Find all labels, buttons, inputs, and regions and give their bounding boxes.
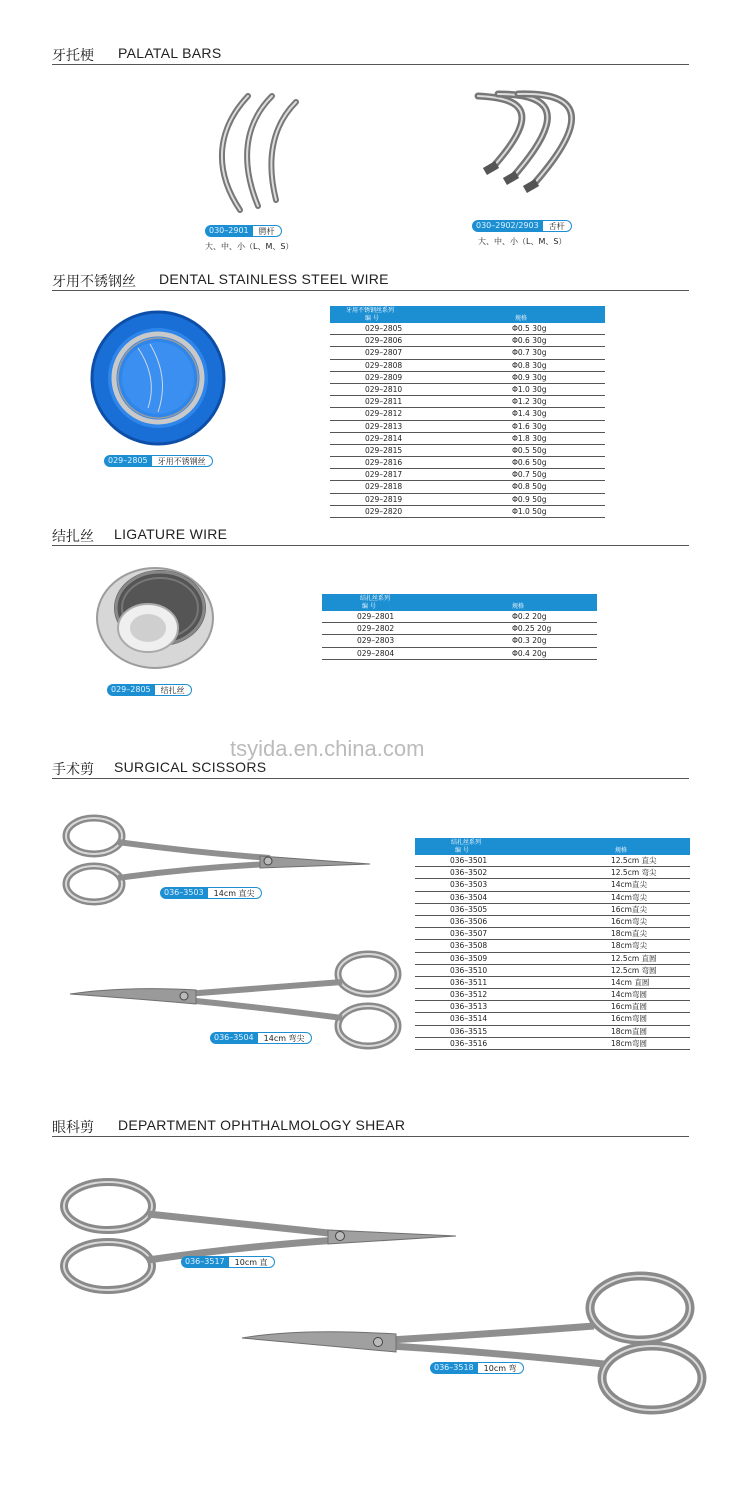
section-header-palatal-bars bbox=[52, 45, 689, 65]
product-name: 结扎丝 bbox=[155, 684, 192, 696]
item-code: 036–3504 bbox=[450, 892, 488, 902]
steel-wire-spool-image bbox=[88, 308, 228, 448]
product-name: 14cm 弯尖 bbox=[258, 1032, 312, 1044]
product-label-030-2901 bbox=[205, 225, 282, 237]
item-code: 036–3507 bbox=[450, 929, 488, 939]
item-spec: 14cm 直圆 bbox=[611, 977, 650, 987]
item-spec: Φ0.7 30g bbox=[512, 348, 547, 358]
table-row bbox=[415, 1038, 690, 1050]
table-row bbox=[330, 408, 605, 420]
table-row bbox=[330, 384, 605, 396]
section-title-cn: 手术剪 bbox=[52, 762, 94, 778]
item-code: 036–3501 bbox=[450, 856, 488, 865]
table-row bbox=[415, 892, 690, 904]
item-code: 036–3515 bbox=[450, 1026, 488, 1036]
item-spec: Φ1.2 30g bbox=[512, 397, 547, 407]
item-code: 029–2819 bbox=[365, 494, 403, 504]
lingual-bar-image bbox=[468, 88, 598, 198]
palatal-bar-image bbox=[200, 88, 310, 218]
item-spec: Φ0.9 30g bbox=[512, 372, 547, 382]
table-row bbox=[322, 648, 597, 660]
column-header-spec: 规格 bbox=[615, 847, 628, 854]
scissors-spec-table bbox=[415, 838, 690, 1050]
product-label-030-2902 bbox=[472, 220, 572, 232]
table-row bbox=[330, 335, 605, 347]
item-spec: 18cm直尖 bbox=[611, 929, 647, 939]
section-title-en: PALATAL BARS bbox=[118, 45, 222, 61]
section-header-surgical-scissors bbox=[52, 759, 689, 779]
curved-shear-image bbox=[240, 1268, 710, 1418]
item-code: 029–2803 bbox=[357, 636, 395, 646]
column-header-code: 编 号 bbox=[365, 315, 379, 322]
table-row bbox=[415, 953, 690, 965]
product-label-036-3518 bbox=[430, 1362, 524, 1374]
item-spec: 12.5cm 弯尖 bbox=[611, 868, 657, 878]
item-spec: Φ0.3 20g bbox=[512, 636, 547, 646]
item-spec: Φ0.5 30g bbox=[512, 324, 547, 333]
item-code: 029–2820 bbox=[365, 506, 403, 516]
item-spec: Φ1.8 30g bbox=[512, 433, 547, 443]
product-label-036-3504 bbox=[210, 1032, 312, 1044]
product-label-036-3503 bbox=[160, 887, 262, 899]
item-code: 029–2816 bbox=[365, 458, 403, 468]
table-row bbox=[415, 940, 690, 952]
product-label-029-2805 bbox=[104, 455, 213, 467]
table-row bbox=[415, 1013, 690, 1025]
product-name: 舌杆 bbox=[543, 220, 572, 232]
column-header-code: 编 号 bbox=[455, 847, 469, 854]
item-spec: 16cm直圆 bbox=[611, 1002, 647, 1012]
section-title-en: SURGICAL SCISSORS bbox=[114, 759, 267, 775]
item-code: 029–2814 bbox=[365, 433, 403, 443]
item-code: 029–2812 bbox=[365, 409, 403, 419]
item-code: 029–2801 bbox=[357, 612, 395, 621]
section-header-ophthalmology-shear bbox=[52, 1117, 689, 1137]
item-spec: Φ1.0 30g bbox=[512, 384, 547, 394]
table-row bbox=[330, 481, 605, 493]
product-name: 10cm 直 bbox=[229, 1256, 275, 1268]
table-row bbox=[330, 445, 605, 457]
table-header bbox=[322, 594, 597, 611]
section-title-cn: 结扎丝 bbox=[52, 529, 94, 545]
table-row bbox=[415, 904, 690, 916]
table-row bbox=[415, 879, 690, 891]
item-code: 036–3503 bbox=[450, 880, 488, 890]
item-code: 029–2811 bbox=[365, 397, 403, 407]
product-code: 029–2805 bbox=[107, 684, 155, 696]
column-header-code: 编 号 bbox=[362, 603, 376, 610]
item-code: 036–3511 bbox=[450, 977, 488, 987]
item-code: 029–2807 bbox=[365, 348, 403, 358]
section-header-steel-wire bbox=[52, 271, 689, 291]
item-code: 029–2809 bbox=[365, 372, 403, 382]
table-row bbox=[415, 855, 690, 867]
section-title-en: DEPARTMENT OPHTHALMOLOGY SHEAR bbox=[118, 1117, 406, 1133]
table-row bbox=[330, 372, 605, 384]
item-code: 029–2813 bbox=[365, 421, 403, 431]
section-title-en: LIGATURE WIRE bbox=[114, 526, 228, 542]
table-row bbox=[322, 623, 597, 635]
item-code: 029–2810 bbox=[365, 384, 403, 394]
table-header bbox=[415, 838, 690, 855]
product-code: 036–3517 bbox=[181, 1256, 229, 1268]
item-code: 029–2802 bbox=[357, 624, 395, 634]
item-code: 029–2808 bbox=[365, 360, 403, 370]
table-row bbox=[330, 323, 605, 335]
section-header-ligature-wire bbox=[52, 526, 689, 546]
item-code: 036–3502 bbox=[450, 868, 488, 878]
item-code: 036–3508 bbox=[450, 941, 488, 951]
item-spec: Φ0.9 50g bbox=[512, 494, 547, 504]
size-note: 大、中、小（L、M、S） bbox=[205, 242, 294, 251]
table-title: 结扎丝系列 bbox=[360, 595, 391, 602]
item-spec: 12.5cm 直圆 bbox=[611, 953, 657, 963]
product-code: 036–3503 bbox=[160, 887, 208, 899]
item-code: 036–3509 bbox=[450, 953, 488, 963]
column-header-spec: 规格 bbox=[512, 603, 525, 610]
product-code: 029–2805 bbox=[104, 455, 152, 467]
item-spec: 14cm直尖 bbox=[611, 880, 647, 890]
product-label-036-3517 bbox=[181, 1256, 275, 1268]
item-spec: Φ0.8 50g bbox=[512, 482, 547, 492]
watermark: tsyida.en.china.com bbox=[230, 736, 425, 761]
table-row bbox=[415, 1001, 690, 1013]
section-title-en: DENTAL STAINLESS STEEL WIRE bbox=[159, 271, 389, 287]
table-row bbox=[330, 421, 605, 433]
table-row bbox=[330, 396, 605, 408]
table-row bbox=[330, 494, 605, 506]
table-title: 结扎丝系列 bbox=[451, 839, 482, 846]
table-row bbox=[330, 506, 605, 518]
item-spec: Φ0.25 20g bbox=[512, 624, 552, 634]
item-spec: 16cm弯圆 bbox=[611, 1014, 647, 1024]
item-spec: Φ1.6 30g bbox=[512, 421, 547, 431]
section-title-cn: 眼科剪 bbox=[52, 1120, 94, 1136]
table-row bbox=[415, 916, 690, 928]
item-spec: Φ0.6 50g bbox=[512, 458, 547, 468]
item-code: 036–3510 bbox=[450, 965, 488, 975]
item-spec: Φ0.6 30g bbox=[512, 336, 547, 346]
item-code: 036–3512 bbox=[450, 990, 488, 1000]
item-spec: 12.5cm 弯圆 bbox=[611, 965, 657, 975]
table-row bbox=[330, 457, 605, 469]
item-spec: Φ1.4 30g bbox=[512, 409, 547, 419]
size-note: 大、中、小（L、M、S） bbox=[478, 237, 567, 246]
item-spec: Φ0.7 50g bbox=[512, 470, 547, 480]
item-spec: 14cm弯圆 bbox=[611, 990, 647, 1000]
item-spec: Φ0.8 30g bbox=[512, 360, 547, 370]
item-code: 029–2804 bbox=[357, 648, 395, 658]
table-row bbox=[415, 1026, 690, 1038]
table-row bbox=[415, 989, 690, 1001]
product-label-ligature bbox=[107, 684, 192, 696]
table-row bbox=[415, 928, 690, 940]
item-code: 029–2815 bbox=[365, 445, 403, 455]
item-spec: 16cm直尖 bbox=[611, 904, 647, 914]
item-code: 036–3506 bbox=[450, 916, 488, 926]
table-row bbox=[415, 867, 690, 879]
product-name: 14cm 直尖 bbox=[208, 887, 262, 899]
item-code: 036–3516 bbox=[450, 1038, 488, 1048]
item-code: 029–2806 bbox=[365, 336, 403, 346]
section-title-cn: 牙用不锈钢丝 bbox=[52, 274, 136, 290]
item-code: 036–3514 bbox=[450, 1014, 488, 1024]
item-spec: Φ0.5 50g bbox=[512, 445, 547, 455]
table-title: 牙用不锈钢丝系列 bbox=[346, 307, 395, 314]
table-row bbox=[322, 635, 597, 647]
item-spec: Φ1.0 50g bbox=[512, 506, 547, 516]
item-code: 036–3513 bbox=[450, 1002, 488, 1012]
item-spec: 18cm直圆 bbox=[611, 1026, 647, 1036]
item-spec: 12.5cm 直尖 bbox=[611, 856, 657, 865]
table-row bbox=[330, 360, 605, 372]
item-spec: 18cm弯圆 bbox=[611, 1038, 647, 1048]
product-code: 036–3504 bbox=[210, 1032, 258, 1044]
ligature-wire-spool-image bbox=[90, 560, 220, 675]
product-code: 030–2901 bbox=[205, 225, 253, 237]
steel-wire-spec-table bbox=[330, 306, 605, 518]
item-spec: Φ0.2 20g bbox=[512, 612, 547, 621]
ligature-spec-table bbox=[322, 594, 597, 660]
table-row bbox=[330, 347, 605, 359]
item-code: 029–2818 bbox=[365, 482, 403, 492]
item-code: 029–2805 bbox=[365, 324, 403, 333]
product-name: 腭杆 bbox=[253, 225, 282, 237]
table-row bbox=[330, 469, 605, 481]
table-row bbox=[322, 611, 597, 623]
item-spec: 18cm弯尖 bbox=[611, 941, 647, 951]
item-spec: Φ0.4 20g bbox=[512, 648, 547, 658]
product-code: 030–2902/2903 bbox=[472, 220, 543, 232]
product-name: 10cm 弯 bbox=[478, 1362, 524, 1374]
item-spec: 14cm弯尖 bbox=[611, 892, 647, 902]
product-code: 036–3518 bbox=[430, 1362, 478, 1374]
product-name: 牙用不锈钢丝 bbox=[152, 455, 213, 467]
table-row bbox=[330, 433, 605, 445]
table-row bbox=[415, 977, 690, 989]
item-code: 036–3505 bbox=[450, 904, 488, 914]
item-code: 029–2817 bbox=[365, 470, 403, 480]
item-spec: 16cm弯尖 bbox=[611, 916, 647, 926]
table-header bbox=[330, 306, 605, 323]
table-row bbox=[415, 965, 690, 977]
column-header-spec: 规格 bbox=[515, 315, 528, 322]
section-title-cn: 牙托梗 bbox=[52, 48, 94, 64]
